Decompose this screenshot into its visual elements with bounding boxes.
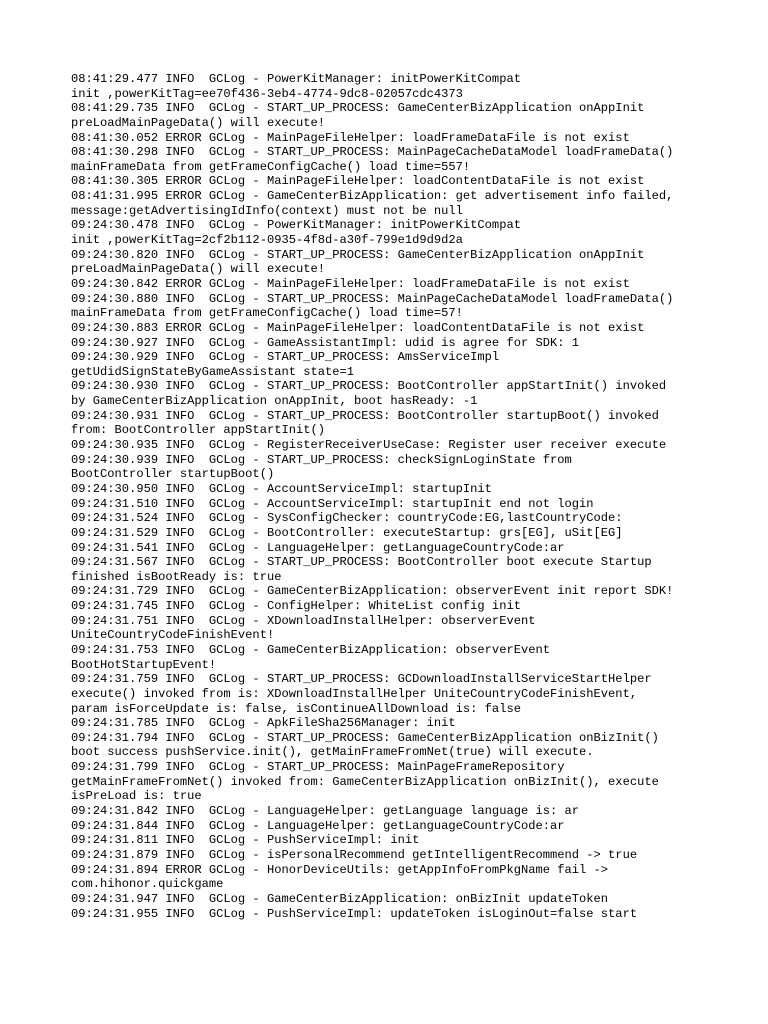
log-line: param isForceUpdate is: false, isContinueAllDownload is: false <box>71 701 521 716</box>
log-line: BootHotStartupEvent! <box>71 657 217 672</box>
log-line: 09:24:30.929 INFO GCLog - START_UP_PROCESS: AmsServiceImpl <box>71 350 500 365</box>
log-line: 09:24:31.955 INFO GCLog - PushServiceImpl: updateToken isLoginOut=false start <box>71 906 638 921</box>
log-line: by GameCenterBizApplication onAppInit, boot hasReady: -1 <box>71 394 478 409</box>
log-line: 09:24:31.751 INFO GCLog - XDownloadInstallHelper: observerEvent <box>71 613 536 628</box>
log-line: 09:24:31.799 INFO GCLog - START_UP_PROCESS: MainPageFrameRepository <box>71 760 565 775</box>
log-line: 08:41:29.735 INFO GCLog - START_UP_PROCESS: GameCenterBizApplication onAppInit <box>71 101 645 116</box>
log-line: getUdidSignStateByGameAssistant state=1 <box>71 364 355 379</box>
log-line: 09:24:31.947 INFO GCLog - GameCenterBizApplication: onBizInit updateToken <box>71 891 609 906</box>
log-line: 08:41:29.477 INFO GCLog - PowerKitManager: initPowerKitCompat <box>71 72 521 86</box>
log-line: 09:24:31.794 INFO GCLog - START_UP_PROCESS: GameCenterBizApplication onBizInit() <box>71 730 659 745</box>
log-line: 08:41:30.305 ERROR GCLog - MainPageFileHelper: loadContentDataFile is not exist <box>71 174 645 189</box>
log-line: execute() invoked from is: XDownloadInstallHelper UniteCountryCodeFinishEvent, <box>71 686 638 701</box>
log-line: 09:24:30.842 ERROR GCLog - MainPageFileHelper: loadFrameDataFile is not exist <box>71 276 630 291</box>
log-line: preLoadMainPageData() will execute! <box>71 262 326 277</box>
log-line: 09:24:31.529 INFO GCLog - BootController: executeStartup: grs[EG], uSit[EG] <box>71 525 623 540</box>
log-line: 09:24:30.927 INFO GCLog - GameAssistantImpl: udid is agree for SDK: 1 <box>71 335 580 350</box>
log-line: 08:41:30.052 ERROR GCLog - MainPageFileHelper: loadFrameDataFile is not exist <box>71 130 630 145</box>
log-text-block <box>71 72 711 921</box>
log-line: init ,powerKitTag=2cf2b112-0935-4f8d-a30f-799e1d9d9d2a <box>71 233 463 248</box>
log-line: com.hihonor.quickgame <box>71 877 224 892</box>
log-line: finished isBootReady is: true <box>71 569 282 584</box>
log-line: BootController startupBoot() <box>71 467 275 482</box>
log-line: 09:24:31.844 INFO GCLog - LanguageHelper: getLanguageCountryCode:ar <box>71 818 565 833</box>
log-line: 09:24:31.524 INFO GCLog - SysConfigChecker: countryCode:EG,lastCountryCode: <box>71 511 623 526</box>
log-line: 09:24:31.759 INFO GCLog - START_UP_PROCESS: GCDownloadInstallServiceStartHelper <box>71 672 652 687</box>
log-line: 09:24:31.785 INFO GCLog - ApkFileSha256Manager: init <box>71 716 456 731</box>
log-line: from: BootController appStartInit() <box>71 423 326 438</box>
log-line: 09:24:30.880 INFO GCLog - START_UP_PROCESS: MainPageCacheDataModel loadFrameData() <box>71 291 674 306</box>
log-line: 09:24:30.950 INFO GCLog - AccountServiceImpl: startupInit <box>71 481 492 496</box>
log-line: mainFrameData from getFrameConfigCache() load time=57! <box>71 306 463 321</box>
log-line: 09:24:31.811 INFO GCLog - PushServiceImpl: init <box>71 833 420 848</box>
log-line: 09:24:31.879 INFO GCLog - isPersonalRecommend getIntelligentRecommend -> true <box>71 847 638 862</box>
log-line: 09:24:30.935 INFO GCLog - RegisterReceiverUseCase: Register user receiver execute <box>71 438 667 453</box>
log-line: preLoadMainPageData() will execute! <box>71 115 326 130</box>
log-line: 09:24:31.567 INFO GCLog - START_UP_PROCESS: BootController boot execute Startup <box>71 555 652 570</box>
log-line: 09:24:31.753 INFO GCLog - GameCenterBizApplication: observerEvent <box>71 642 550 657</box>
log-line: UniteCountryCodeFinishEvent! <box>71 628 275 643</box>
log-line: init ,powerKitTag=ee70f436-3eb4-4774-9dc8-02057cdc4373 <box>71 86 463 101</box>
log-line: getMainFrameFromNet() invoked from: GameCenterBizApplication onBizInit(), execute <box>71 774 659 789</box>
log-line: 09:24:30.478 INFO GCLog - PowerKitManager: initPowerKitCompat <box>71 218 521 233</box>
log-line: 09:24:31.745 INFO GCLog - ConfigHelper: WhiteList config init <box>71 599 521 614</box>
log-line: 09:24:31.894 ERROR GCLog - HonorDeviceUtils: getAppInfoFromPkgName fail -> <box>71 862 609 877</box>
log-line: 09:24:30.931 INFO GCLog - START_UP_PROCESS: BootController startupBoot() invoked <box>71 408 659 423</box>
log-line: 09:24:31.842 INFO GCLog - LanguageHelper: getLanguage language is: ar <box>71 804 580 819</box>
log-line: 09:24:30.930 INFO GCLog - START_UP_PROCESS: BootController appStartInit() invoked <box>71 379 667 394</box>
log-line: 09:24:30.820 INFO GCLog - START_UP_PROCESS: GameCenterBizApplication onAppInit <box>71 247 645 262</box>
log-line: 09:24:31.541 INFO GCLog - LanguageHelper: getLanguageCountryCode:ar <box>71 540 565 555</box>
log-line: 08:41:31.995 ERROR GCLog - GameCenterBizApplication: get advertisement info failed, <box>71 189 674 204</box>
log-line: 09:24:31.510 INFO GCLog - AccountServiceImpl: startupInit end not login <box>71 496 594 511</box>
log-line: 09:24:30.939 INFO GCLog - START_UP_PROCESS: checkSignLoginState from <box>71 452 572 467</box>
log-line: boot success pushService.init(), getMainFrameFromNet(true) will execute. <box>71 745 594 760</box>
log-line: message:getAdvertisingIdInfo(context) must not be null <box>71 203 463 218</box>
log-line: 09:24:30.883 ERROR GCLog - MainPageFileHelper: loadContentDataFile is not exist <box>71 320 645 335</box>
log-line: isPreLoad is: true <box>71 789 202 804</box>
log-line: 09:24:31.729 INFO GCLog - GameCenterBizApplication: observerEvent init report SDK! <box>71 584 674 599</box>
log-line: 08:41:30.298 INFO GCLog - START_UP_PROCESS: MainPageCacheDataModel loadFrameData() <box>71 145 674 160</box>
log-line: mainFrameData from getFrameConfigCache() load time=557! <box>71 159 471 174</box>
